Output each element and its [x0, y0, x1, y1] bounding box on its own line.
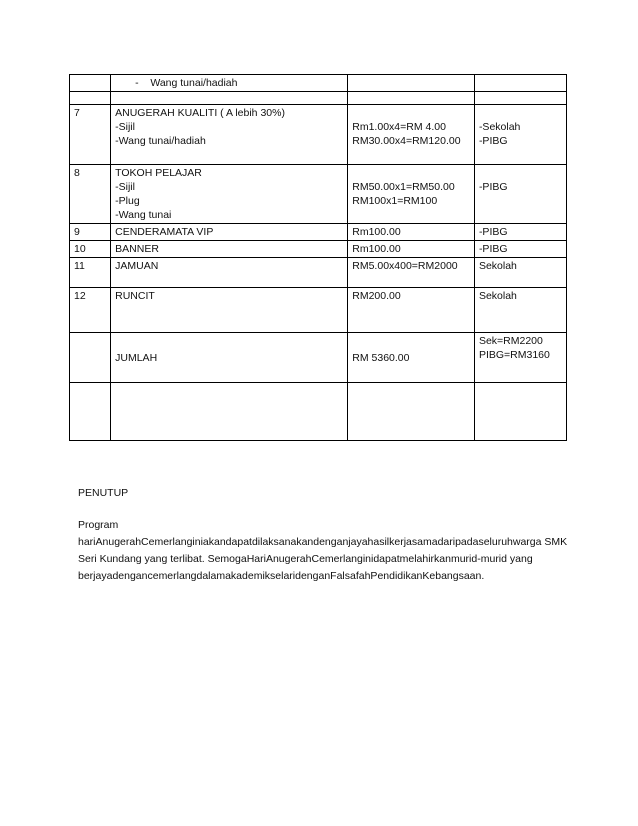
- cell-source: -PIBG: [474, 241, 566, 258]
- item-line: -Sijil: [115, 121, 135, 133]
- closing-section: [78, 486, 578, 585]
- cell-source: Sekolah: [474, 288, 566, 333]
- total-amount-cell: [348, 333, 475, 383]
- cell-source: [474, 105, 566, 165]
- table-row: [70, 258, 567, 288]
- cell-item: RUNCIT: [111, 288, 348, 333]
- table-row: [70, 92, 567, 105]
- item-line: -Sijil: [115, 181, 135, 193]
- source-line: -PIBG: [478, 135, 508, 147]
- paragraph-line: Program: [78, 519, 119, 531]
- cell-item: JAMUAN: [111, 258, 348, 288]
- closing-paragraph: [78, 517, 578, 585]
- breakdown-line: PIBG=RM3160: [478, 349, 550, 361]
- table-row: [70, 288, 567, 333]
- paragraph-line: hariAnugerahCemerlanginiakandapatdilaksanakandenganjayahasilkerjasamadaripadaseluruhwarga SMK: [78, 536, 568, 548]
- total-label: JUMLAH: [115, 351, 158, 364]
- total-row: [70, 333, 567, 383]
- item-line: -Plug: [115, 195, 140, 207]
- cell-no: [70, 333, 111, 383]
- table-row: [70, 105, 567, 165]
- cell-cost: RM5.00x400=RM2000: [348, 258, 475, 288]
- source-line: -PIBG: [478, 181, 508, 193]
- cell-no: 10: [70, 241, 111, 258]
- total-label-cell: [111, 333, 348, 383]
- total-amount: RM 5360.00: [352, 351, 410, 364]
- continuation-item: - Wang tunai/hadiah: [135, 77, 238, 89]
- cell-cost: Rm100.00: [348, 224, 475, 241]
- cell-item: [111, 75, 348, 92]
- cell-cost: [348, 75, 475, 92]
- cost-line: RM100x1=RM100: [352, 195, 438, 207]
- item-line: -Wang tunai: [115, 209, 172, 221]
- cell-source: -PIBG: [474, 224, 566, 241]
- closing-heading: PENUTUP: [78, 487, 129, 499]
- item-line: ANUGERAH KUALITI ( A lebih 30%): [115, 107, 285, 119]
- paragraph-line: berjayadengancemerlangdalamakademikselaridenganFalsafahPendidikanKebangsaan.: [78, 570, 485, 582]
- cell-no: 8: [70, 165, 111, 224]
- paragraph-line: Seri Kundang yang terlibat. SemogaHariAnugerahCemerlanginidapatmelahirkanmurid-murid yang: [78, 553, 533, 565]
- breakdown-line: Sek=RM2200: [478, 335, 543, 347]
- table-row: [70, 224, 567, 241]
- cell-no: 7: [70, 105, 111, 165]
- table-row: [70, 75, 567, 92]
- cell-cost: Rm100.00: [348, 241, 475, 258]
- table-row: [70, 241, 567, 258]
- cell-no: 9: [70, 224, 111, 241]
- table-row: [70, 165, 567, 224]
- cell-cost: RM200.00: [348, 288, 475, 333]
- cell-item: BANNER: [111, 241, 348, 258]
- cost-line: RM30.00x4=RM120.00: [352, 135, 461, 147]
- cell-item: CENDERAMATA VIP: [111, 224, 348, 241]
- cell-cost: [348, 105, 475, 165]
- total-breakdown-cell: [474, 333, 566, 383]
- cell-no: 12: [70, 288, 111, 333]
- item-line: -Wang tunai/hadiah: [115, 135, 206, 147]
- item-line: TOKOH PELAJAR: [115, 167, 202, 179]
- cell-no: [70, 75, 111, 92]
- cost-line: RM50.00x1=RM50.00: [352, 181, 455, 193]
- cell-item: [111, 165, 348, 224]
- cell-no: 11: [70, 258, 111, 288]
- source-line: -Sekolah: [478, 121, 521, 133]
- table-row: [70, 383, 567, 441]
- cell-item: [111, 105, 348, 165]
- budget-table: [69, 74, 567, 441]
- cell-cost: [348, 165, 475, 224]
- cost-line: Rm1.00x4=RM 4.00: [352, 121, 446, 133]
- cell-source: Sekolah: [474, 258, 566, 288]
- cell-source: [474, 75, 566, 92]
- cell-source: [474, 165, 566, 224]
